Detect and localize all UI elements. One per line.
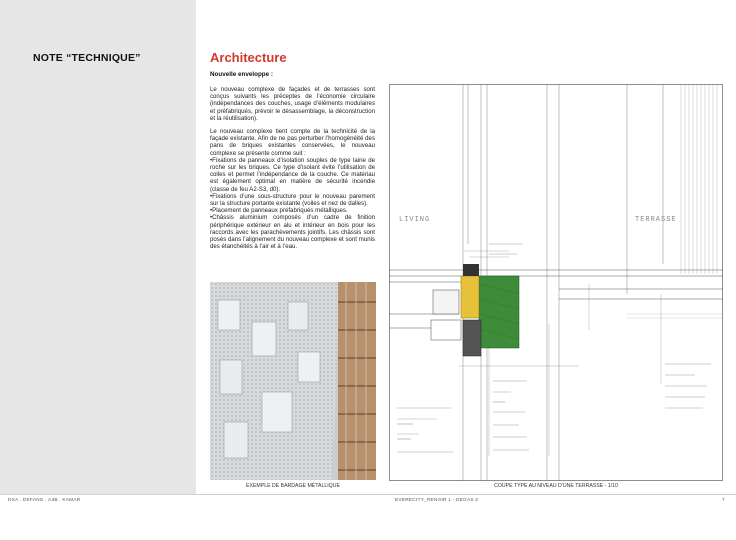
paragraph-1: Le nouveau complexe de façades et de terrasses sont conçus suivants les préceptes de l’économie circulaire (indépendances des couches, usage d’éléments modulaires et préfabriqués, prévoir le désassemblage, la déconstruction et la réutilisation).	[210, 86, 375, 122]
insulation-block	[479, 276, 519, 348]
footer-divider	[0, 494, 736, 495]
section-title: Architecture	[210, 50, 287, 65]
footer-project: EVERECITY_RENOIR 1 - DEGAS 2	[395, 498, 479, 503]
paragraph-2: Le nouveau complexe tient compte de la technicité de la façade existante. Afin de ne pas perturber l’homogénéité des pans de briques existantes conservées, le nouveau complexe se présente comme suit : •Fixations de panneaux d’isolation souples de type laine de roche sur les briques. Ce type d’isolant évite l’utilisation de colles et permet l’indépendance de la couche. Ce matériau est également optimal en matière de sécurité incendie (classe de feu A2-S3, d0). •Fixations d’une sous-structure pour le nouveau parement sur la structure portante existante (voiles et nez de dalles). •Placement de panneaux préfabriqués métalliques. •Châssis aluminium composés d’un cadre de finition périphérique extérieur en alu et intérieur en bois pour les raccords avec les parachèvements jointifs. Les châssis sont posés dans l’alignement du nouveau complexe et sont munis des étanchéités à l’air et à l’eau.	[210, 128, 375, 251]
cladding-photo	[210, 282, 376, 480]
footer-authors: DXA . DEFANG . A3B . KAMAR	[8, 498, 81, 503]
drawing-caption: COUPE TYPE AU NIVEAU D’UNE TERRASSE - 1/10	[494, 483, 618, 489]
section-drawing	[389, 84, 723, 481]
note-title: NOTE “TECHNIQUE”	[33, 52, 141, 64]
cladding-photo-illustration	[210, 282, 376, 480]
page-number: 7	[722, 498, 725, 503]
wood-frame-block	[461, 276, 479, 318]
section-subtitle: Nouvelle enveloppe :	[210, 71, 273, 78]
room-label-terrasse: TERRASSE	[635, 216, 677, 224]
sidebar-panel	[0, 0, 196, 494]
body-text	[210, 86, 375, 256]
room-label-living: LIVING	[399, 216, 431, 224]
photo-caption: EXEMPLE DE BARDAGE MÉTALLIQUE	[246, 483, 340, 489]
